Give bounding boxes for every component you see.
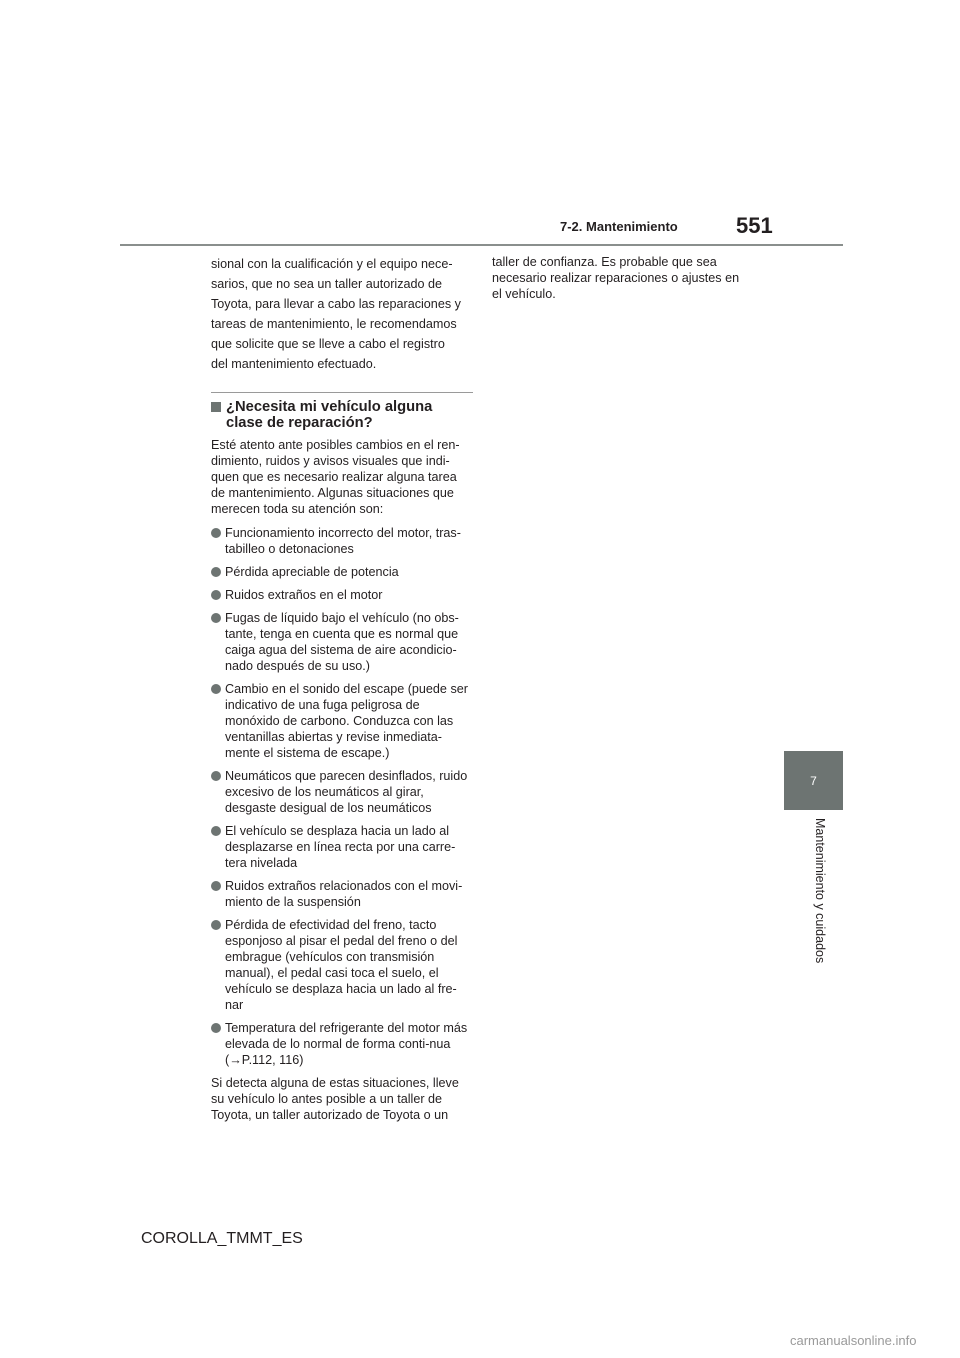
- list-item: [211, 917, 473, 1013]
- list-item: [211, 564, 473, 580]
- chapter-title: Mantenimiento y cuidados: [813, 818, 827, 964]
- intro-line: tareas de mantenimiento, le recomendamos: [211, 317, 457, 331]
- list-item: [211, 878, 473, 910]
- section-heading: [211, 399, 473, 431]
- intro-line: sarios, que no sea un taller autorizado de: [211, 277, 443, 291]
- chapter-number: 7: [810, 773, 817, 788]
- model-code: COROLLA_TMMT_ES: [141, 1230, 303, 1247]
- square-bullet-icon: [211, 402, 221, 412]
- closing-paragraph-end: taller de confianza. Es probable que sea necesario realizar reparaciones o ajustes en el vehículo.: [492, 255, 740, 301]
- left-column: [211, 254, 473, 1123]
- list-item: [211, 610, 473, 674]
- list-item: [211, 1020, 473, 1068]
- list-item-text: Ruidos extraños relacionados con el movi-miento de la suspensión: [225, 879, 463, 909]
- list-item: [211, 681, 473, 761]
- circle-bullet-icon: [211, 920, 221, 930]
- circle-bullet-icon: [211, 881, 221, 891]
- list-item: [211, 525, 473, 557]
- section-heading-text: ¿Necesita mi vehículo alguna clase de reparación?: [226, 399, 433, 431]
- list-item-text: Temperatura del refrigerante del motor más elevada de lo normal de forma conti-nua (→P.112, 116): [225, 1021, 468, 1067]
- circle-bullet-icon: [211, 826, 221, 836]
- list-item-text: El vehículo se desplaza hacia un lado al desplazarse en línea recta por una carre-tera nivelada: [225, 824, 456, 870]
- section-divider: [211, 392, 473, 393]
- circle-bullet-icon: [211, 771, 221, 781]
- list-item-text: Neumáticos que parecen desinflados, ruido excesivo de los neumáticos al girar, desgaste desigual de los neumáticos: [225, 769, 468, 815]
- list-item: [211, 823, 473, 871]
- intro-line: que solicite que se lleve a cabo el registro: [211, 337, 445, 351]
- right-column: [492, 254, 752, 302]
- closing-paragraph-start: Si detecta alguna de estas situaciones, lleve su vehículo lo antes posible a un taller de Toyota, un taller autorizado de Toyota o un: [211, 1076, 459, 1122]
- list-item-text: Fugas de líquido bajo el vehículo (no obs-tante, tenga en cuenta que es normal que caiga agua del sistema de aire acondicio-nado después de su uso.): [225, 611, 459, 673]
- circle-bullet-icon: [211, 1023, 221, 1033]
- header-divider: [120, 244, 843, 246]
- circle-bullet-icon: [211, 567, 221, 577]
- list-item: [211, 768, 473, 816]
- header-section-title: 7-2. Mantenimiento: [560, 219, 678, 234]
- intro-line: del mantenimiento efectuado.: [211, 357, 377, 371]
- circle-bullet-icon: [211, 528, 221, 538]
- chapter-tab[interactable]: [784, 751, 843, 810]
- list-item-text: Funcionamiento incorrecto del motor, tras-tabilleo o detonaciones: [225, 526, 461, 556]
- symptom-list: [211, 525, 473, 1068]
- list-item-text: Pérdida de efectividad del freno, tacto esponjoso al pisar el pedal del freno o del embrague (vehículos con transmisión manual), el pedal casi toca el suelo, el vehículo se desplaza hacia un lado al fre-nar: [225, 918, 458, 1012]
- watermark-text: carmanualsonline.info: [790, 1333, 917, 1348]
- page-number: 551: [736, 213, 773, 238]
- intro-line: sional con la cualificación y el equipo nece-: [211, 257, 453, 271]
- intro-paragraph: [211, 254, 473, 374]
- section-body: Esté atento ante posibles cambios en el ren-dimiento, ruidos y avisos visuales que indi-quen que es necesario realizar alguna tarea de mantenimiento. Algunas situaciones que merecen toda su atención son:: [211, 438, 460, 516]
- circle-bullet-icon: [211, 684, 221, 694]
- intro-line: Toyota, para llevar a cabo las reparaciones y: [211, 297, 461, 311]
- list-item-text: Ruidos extraños en el motor: [225, 588, 383, 602]
- circle-bullet-icon: [211, 590, 221, 600]
- circle-bullet-icon: [211, 613, 221, 623]
- list-item-text: Cambio en el sonido del escape (puede ser indicativo de una fuga peligrosa de monóxido de carbono. Conduzca con las ventanillas abiertas y revise inmediata-mente el sistema de escape.): [225, 682, 468, 760]
- list-item-text: Pérdida apreciable de potencia: [225, 565, 399, 579]
- list-item: [211, 587, 473, 603]
